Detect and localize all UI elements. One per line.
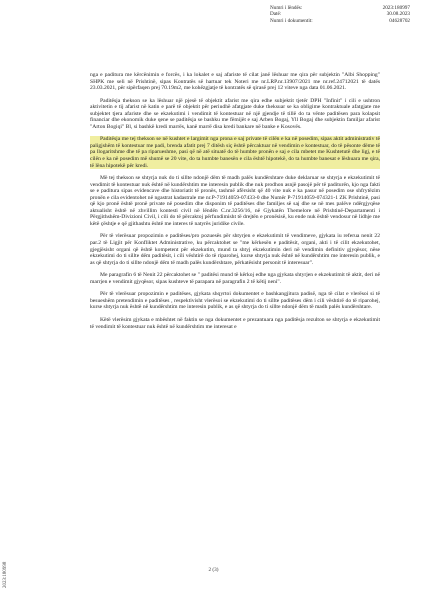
document-metadata [270, 5, 410, 24]
paragraph-2: Paditësja thekson se ka lëshuar një pjesë të objektit afarist me qira edhe subjektit tjetër DPH "Infinit" i cili e ushtron aktivitetin e tij afarist në katin e parë të objektit për periudhë afatgjate duke theksuar se ka obligime kontraktuale afatgjate me subjektet tjera afariste dhe se ekzekutimi i vendimit të kontestuar në një gjendje të tillë do ta vënte paditësen para kolapsit financiar dhe ekonomik duke qene se paditësja se bashku me fëmijët e saj Arben Bogaj, Yll Bogaj dhe subjektin familjar afarist "Arton Bogiqi" Bl, si bashkë kredi marrës, kanë marrë disa kredi bankare në banke e Kosovës. [90, 97, 380, 130]
side-case-number: 2023:180998 [3, 561, 8, 588]
meta-value: 04628702 [389, 17, 410, 24]
meta-label: Datë: [270, 11, 282, 18]
document-body [90, 72, 380, 336]
meta-value: 30.08.2023 [386, 11, 410, 18]
paragraph-7: Për të vlerësuar propozimin e paditëses, gjykata shqyrtoi dokumentet e bashkangjitura padisë, nga të cilat e vlerësoi si të besueshëm pretendimin e paditëses , respektivisht vlerësoi se ekzekutimi do ti sillte paditëses dëm i cili vështirë do të riparohej, kurse shtyrja nuk është në kundërshtim me interesin publik, e as që shtyrja do ti sillte ndonjë dëm të madh palës kundërshtare. [90, 291, 380, 311]
side-case-stamp [3, 488, 11, 588]
meta-label: Numri i dokumentit: [270, 17, 313, 24]
meta-label: Numri i lëndës: [270, 5, 303, 11]
paragraph-3-highlighted: Paditësja me tej thekson se në kushtet e largimit nga prona e saj private të cilën e ka në posedim, sipas aktit administrativ të paligjshëm të kontestuar me padi, brenda afatit prej 7 ditësh siç është përcaktuar në vendimin e kontestuar, do të pësonte dëme të pa llogaritshme dhe të pa riparueshme, pasi që në atë situatë do të humbte pronën e saj e cila mbetet me Kushtetutë dhe ligj, e të cilën e ka në posedim më shumë se 20 vite, do ta humbte banesën e cila është hipotekë, do ta humbte banesat e lëshuara me qira, të lëna hipotekë për kredi. [90, 136, 380, 169]
paragraph-6: Me paragrafin 6 të Nenit 22 përcaktohet se " paditësi mund të kërkoj edhe nga gjykata shtyrjen e ekzekutimit të aktit, deri në marrjen e vendimit gjyqësor, sipas kushteve të parapara në paragrafin 2 të këtij neni". [90, 272, 380, 285]
paragraph-4: Më tej thekson se shtyrja nuk do ti sillte ndonjë dëm të madh palës kundërshtare duke deklaruar se shtyrja e ekzekutimit të vendimit të kontestuar nuk është në kundërshtim me interesin publik dhe nuk prodhon asnjë pasojë për të paditurën, kjo nga fakti se e paditura sipas evidencave dhe historiatit të pronës, tashmë afërsisht që 40 vite nuk e ka pasur në posedim ose shfrytëzim pronën e cila evidentohet në ngastrat kadastrale me nr.P-71914059-07433-0 dhe Numër P-71914059-074321-1 ZK Prishtinë, pasi që kjo pronë është pronë private në posedim dhe disponim të paditëses dhe familjes së saj dhe se në mes palëve ndërgjyqëse aktualisht është në zhvillim kontesti civil në lëndën C.nr.3256/16, në Gjykatën Themelore në Prishtinë-Departamenti i Përgjithshëm-Divizioni Civil, i cili do të përcaktoj përfundimisht të drejtën e pronësisë, ku ende nuk është vendosur në lidhje me këtë çështje e që gjithashtu është me interes të natyrës juridike civile. [90, 175, 380, 227]
paragraph-5: Për të vlerësuar propozimin e paditëses/pro pozuesës për shtyrjen e ekzekutimit të vendimeve, gjykata iu referua nenit 22 par.2 të Ligjit për Konfliktet Administrative, ku përcaktohet se "me kërkesën e paditësit, organi, akti i të cilit ekzekutohet, gjegjësisht organi që është kompetent për ekzekutim, mund ta shtyj ekzekutimin deri në vendimin definitiv gjyqësor, nëse ekzekutimi do ti sillte dëm paditësit, i cili vështirë do të riparohej, kurse shtyrja nuk është në kundërshtim me interesin publik, e as që shtyrja do ti sillte ndonjë dëm të madh palës kundërshtare, përkatësisht personit të interesuar". [90, 233, 380, 266]
paragraph-1: nga e paditura me kërcënimin e forcës, i ka lokalet e saj afariste të cilat janë lëshuar me qira për subjektin "Albi Shopping" SHPK me seli në Prishtinë, sipas Kontratës së hartuar tek Noteri me nr.LRP.nr.13907/2021 me nr.ref.24712021 të datës 23.03.2021, për sipërfaqen prej 70.19m2, me kohëzgjatje të kontratës së qirasë prej 12 viteve nga data 01.06.2021. [90, 72, 380, 92]
paragraph-8: Këtë vlerësim gjykata e mbështet në faktin se nga dokumentet e prezantuara nga paditësja rezulton se shtyrja e ekzekutimit të vendimit të kontestuar nuk është në kundërshtim me interesat e [90, 316, 380, 330]
meta-value: 2023:180997 [382, 5, 410, 11]
meta-row-document-number [270, 18, 410, 24]
page-number: 2 (3) [208, 567, 219, 573]
